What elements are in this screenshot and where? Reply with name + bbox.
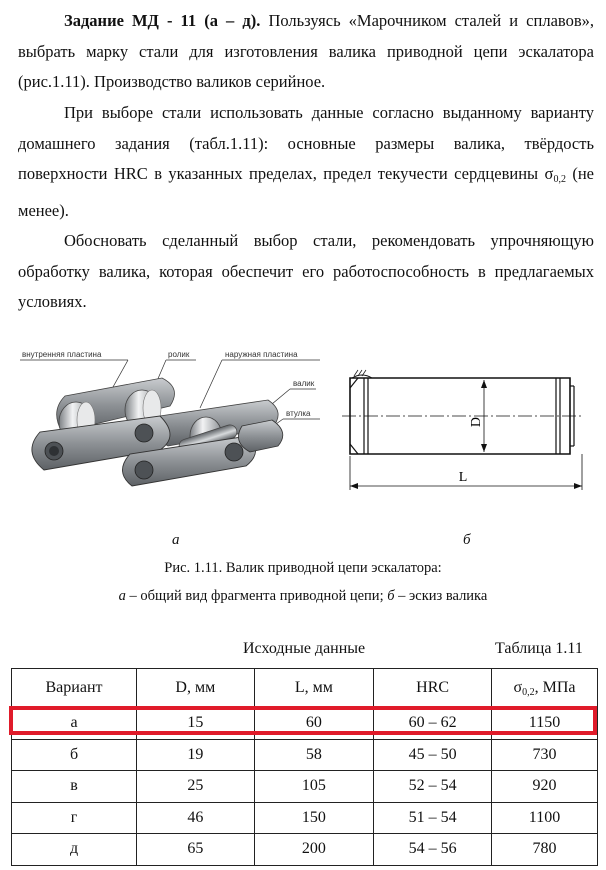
table-row bbox=[12, 802, 598, 834]
task-paragraph bbox=[18, 6, 594, 98]
cell-l: 58 bbox=[254, 739, 374, 771]
cell-l: 105 bbox=[254, 771, 374, 803]
table-row bbox=[12, 771, 598, 803]
cell-d: 65 bbox=[137, 834, 255, 866]
pin-label: валик bbox=[293, 379, 315, 388]
table-row bbox=[12, 834, 598, 866]
cell-d: 46 bbox=[137, 802, 255, 834]
table-number: Таблица 1.11 bbox=[495, 640, 583, 657]
cell-hrc: 54 – 56 bbox=[374, 834, 492, 866]
justification-text: Обосновать сделанный выбор стали, рекомендовать упрочняющую обработку валика, которая обеспечит его работоспособность в предлагаемых условиях. bbox=[18, 231, 594, 311]
cell-variant: а bbox=[12, 708, 137, 740]
table-header-row bbox=[12, 669, 598, 708]
cell-sigma: 1100 bbox=[492, 802, 598, 834]
figure bbox=[0, 336, 606, 556]
instruction-text: При выборе стали использовать данные согласно выданному варианту домашнего задания (табл.1.11): основные размеры валика, твёрдость поверхности HRC в указанных пределах, предел текучести сердцевины σ bbox=[18, 103, 594, 183]
figure-caption-legend bbox=[0, 588, 606, 605]
cell-l: 200 bbox=[254, 834, 374, 866]
caption-a: а bbox=[118, 588, 126, 604]
cell-hrc: 51 – 54 bbox=[374, 802, 492, 834]
instruction-paragraph bbox=[18, 98, 594, 226]
bushing-label: втулка bbox=[286, 409, 311, 418]
cell-hrc: 60 – 62 bbox=[374, 708, 492, 740]
task-text: Пользуясь «Марочником сталей и сплавов», выбрать марку стали для изготовления валика приводной цепи эскалатора (рис.1.11). Производство валиков серийное. bbox=[18, 11, 594, 91]
inner-plate-label: внутренняя пластина bbox=[22, 350, 102, 359]
cell-variant: в bbox=[12, 771, 137, 803]
header-variant: Вариант bbox=[12, 669, 137, 708]
caption-b: б bbox=[387, 588, 395, 604]
cell-variant: б bbox=[12, 739, 137, 771]
row-highlight-box bbox=[9, 706, 597, 735]
header-l: L, мм bbox=[254, 669, 374, 708]
cell-d: 19 bbox=[137, 739, 255, 771]
cell-hrc: 45 – 50 bbox=[374, 739, 492, 771]
cell-sigma: 920 bbox=[492, 771, 598, 803]
cell-variant: д bbox=[12, 834, 137, 866]
instruction-tail: (не менее). bbox=[18, 164, 594, 220]
cell-hrc: 52 – 54 bbox=[374, 771, 492, 803]
cell-d: 25 bbox=[137, 771, 255, 803]
table-row bbox=[12, 739, 598, 771]
figure-label-a: а bbox=[172, 532, 180, 548]
sigma-subscript: 0,2 bbox=[553, 174, 566, 185]
figure-caption: Рис. 1.11. Валик приводной цепи эскалатора: bbox=[164, 560, 442, 576]
data-table bbox=[11, 668, 598, 866]
cell-sigma: 730 bbox=[492, 739, 598, 771]
outer-plate-label: наружная пластина bbox=[225, 350, 298, 359]
cell-l: 150 bbox=[254, 802, 374, 834]
figure-label-b: б bbox=[463, 532, 471, 548]
task-title: Задание МД - 11 (а – д). bbox=[64, 11, 261, 30]
cell-l: 60 bbox=[254, 708, 374, 740]
cell-sigma: 780 bbox=[492, 834, 598, 866]
header-d: D, мм bbox=[137, 669, 255, 708]
cell-d: 15 bbox=[137, 708, 255, 740]
header-hrc: HRC bbox=[374, 669, 492, 708]
caption-b-text: – эскиз валика bbox=[394, 588, 488, 604]
cell-sigma: 1150 bbox=[492, 708, 598, 740]
dimension-l: L bbox=[458, 470, 468, 485]
chain-illustration bbox=[10, 336, 340, 526]
roller-label: ролик bbox=[168, 350, 190, 359]
header-sigma: $\sigma_{0,2}$, МПа bbox=[492, 669, 598, 708]
caption-a-text: – общий вид фрагмента приводной цепи; bbox=[125, 588, 388, 604]
dimension-d: D bbox=[469, 416, 484, 428]
justification-paragraph bbox=[18, 226, 594, 318]
table-title: Исходные данные bbox=[243, 640, 366, 657]
cell-variant: г bbox=[12, 802, 137, 834]
pin-sketch bbox=[342, 366, 592, 526]
